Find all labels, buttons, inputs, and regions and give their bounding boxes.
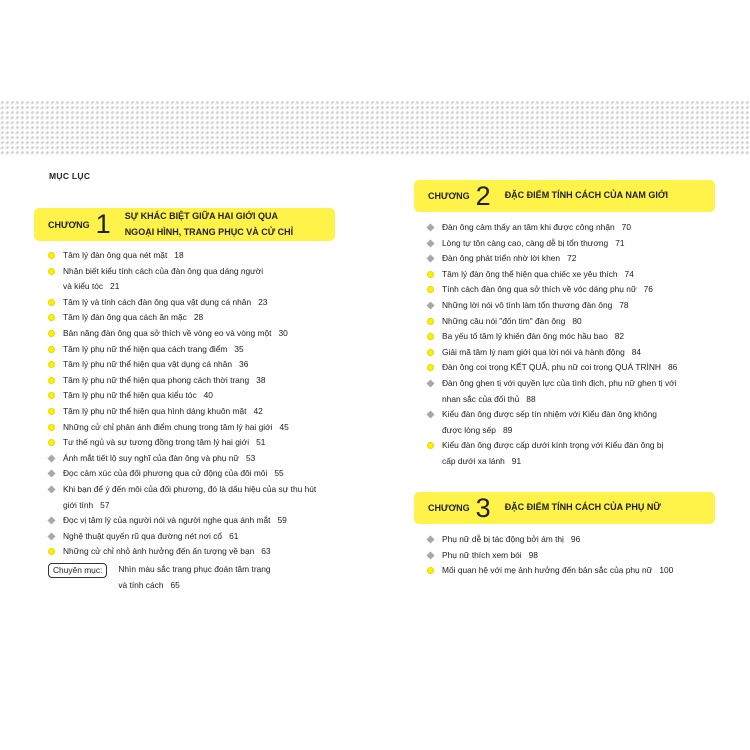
toc-entry-line <box>442 282 727 298</box>
yellow-dot-bullet-icon <box>48 392 55 399</box>
toc-entry-text: Đàn ông cảm thấy an tâm khi được công nhận <box>442 222 615 232</box>
toc-entry-page: 23 <box>258 296 268 307</box>
toc-entry-line <box>63 373 338 389</box>
chapter-2-banner <box>414 180 715 212</box>
special-line-2 <box>118 578 270 594</box>
toc-entry-line <box>63 529 338 545</box>
toc-entry-page: 78 <box>619 299 629 310</box>
toc-entry-page: 40 <box>203 390 213 401</box>
gray-diamond-bullet-icon <box>426 301 434 309</box>
chapter-3-number: 3 <box>475 492 491 523</box>
toc-entry[interactable] <box>48 544 338 560</box>
toc-entry-page: 18 <box>174 250 184 260</box>
toc-entry-line <box>442 438 727 454</box>
toc-entry-page: 21 <box>110 281 120 292</box>
toc-entry-page: 72 <box>567 253 577 264</box>
toc-entry-text: và kiểu tóc <box>63 281 104 292</box>
toc-entry[interactable] <box>427 298 727 314</box>
toc-entry-text: Những cử chỉ nhỏ ảnh hưởng đến ấn tượng về bạn <box>63 546 255 557</box>
yellow-dot-bullet-icon <box>427 567 434 574</box>
toc-entry-page: 42 <box>253 405 263 416</box>
toc-entry-text: Kiểu đàn ông được sếp tín nhiệm với Kiểu đàn ông không <box>442 409 657 420</box>
toc-entry[interactable] <box>48 388 338 404</box>
toc-entry-line <box>63 451 338 467</box>
gray-diamond-bullet-icon <box>426 411 434 419</box>
toc-entry-line <box>442 298 727 314</box>
toc-entry-text: Ánh mắt tiết lộ suy nghĩ của đàn ông và phụ nữ <box>63 452 240 463</box>
gray-diamond-bullet-icon <box>47 517 55 525</box>
gray-diamond-bullet-icon <box>47 470 55 478</box>
toc-entry[interactable] <box>427 251 727 267</box>
toc-entry-line <box>63 264 338 280</box>
chapter-1-title-line-1: SỰ KHÁC BIỆT GIỮA HAI GIỚI QUA <box>124 210 278 221</box>
yellow-dot-bullet-icon <box>427 364 434 371</box>
special-page: 65 <box>170 579 180 590</box>
toc-entry[interactable] <box>48 264 338 295</box>
toc-entry-line <box>442 407 727 423</box>
toc-entry-page: 30 <box>278 327 288 338</box>
toc-entry-text: Tâm lý phụ nữ thể hiện qua kiểu tóc <box>63 390 197 401</box>
toc-entry-text: Bản năng đàn ông qua sở thích về vòng eo và vòng một <box>63 327 272 338</box>
toc-entry[interactable] <box>48 342 338 358</box>
toc-entry[interactable] <box>48 373 338 389</box>
toc-entry-line <box>63 388 338 404</box>
toc-entry-line <box>442 423 727 439</box>
toc-entry-page: 45 <box>279 421 289 432</box>
toc-entry[interactable] <box>48 513 338 529</box>
toc-entry-line <box>442 532 727 548</box>
gray-diamond-bullet-icon <box>426 379 434 387</box>
gray-diamond-bullet-icon <box>426 223 434 231</box>
chapter-1-banner <box>34 208 335 241</box>
toc-entry-text: Những câu nói "đốn tim" đàn ông <box>442 315 566 326</box>
chapter-2-word: CHƯƠNG <box>428 191 470 201</box>
toc-entry-line <box>442 392 727 408</box>
toc-entry-line <box>442 376 727 392</box>
chapter-3-list <box>427 532 727 579</box>
toc-entry-line <box>442 563 727 579</box>
toc-entry-text: Những lời nói vô tình làm tổn thương đàn ông <box>442 299 613 310</box>
toc-entry-page: 38 <box>256 374 266 385</box>
toc-entry[interactable] <box>48 420 338 436</box>
toc-entry-page: 53 <box>246 452 256 463</box>
toc-entry-text: được lòng sếp <box>442 424 496 435</box>
chapter-1-title-line-2: NGOẠI HÌNH, TRANG PHỤC VÀ CỬ CHỈ <box>124 226 294 237</box>
toc-entry-page: 59 <box>277 515 287 526</box>
toc-entry-text: Đàn ông coi trọng KẾT QUẢ, phụ nữ coi trọng QUÁ TRÌNH <box>442 362 661 373</box>
chapter-1-title <box>125 209 293 241</box>
toc-entry-text: Tâm lý đàn ông qua cách ăn mặc <box>63 312 187 323</box>
toc-entry-line <box>63 420 338 436</box>
yellow-dot-bullet-icon <box>427 318 434 325</box>
toc-entry-text: Đọc cảm xúc của đối phương qua cử động của đôi môi <box>63 468 268 479</box>
toc-entry-text: Giải mã tâm lý nam giới qua lời nói và hành động <box>442 346 625 357</box>
toc-entry[interactable] <box>427 236 727 252</box>
toc-entry[interactable] <box>427 548 727 564</box>
toc-entry-text: Khi bạn để ý đến môi của đối phương, đó là dấu hiệu của sự thu hút <box>63 483 317 494</box>
yellow-dot-bullet-icon <box>48 439 55 446</box>
toc-entry-line <box>63 435 338 451</box>
toc-entry-page: 57 <box>100 499 110 510</box>
chapter-2-number: 2 <box>475 180 491 211</box>
chapter-3-word: CHƯƠNG <box>428 503 470 513</box>
toc-entry-text: Đàn ông phát triển nhờ lời khen <box>442 253 561 264</box>
toc-entry-line <box>63 466 338 482</box>
special-tag: Chuyên mục: <box>48 563 107 578</box>
toc-entry[interactable] <box>427 329 727 345</box>
toc-entry[interactable] <box>427 345 727 361</box>
toc-entry[interactable] <box>427 267 727 283</box>
gray-diamond-bullet-icon <box>426 239 434 247</box>
special-section <box>48 562 271 593</box>
toc-entry-page: 88 <box>526 393 536 404</box>
yellow-dot-bullet-icon <box>427 349 434 356</box>
toc-entry-page: 100 <box>659 565 674 576</box>
yellow-dot-bullet-icon <box>427 442 434 449</box>
toc-entry-page: 61 <box>229 530 239 541</box>
toc-entry-text: giới tính <box>63 499 94 510</box>
toc-entry-page: 91 <box>511 455 522 466</box>
toc-entry-page: 89 <box>502 424 513 435</box>
chapter-3-title <box>505 500 661 516</box>
toc-entry-text: Nhận biết kiểu tính cách của đàn ông qua dáng người <box>63 265 264 276</box>
toc-entry-text: Tư thế ngủ và sự tương đồng trong tâm lý hai giới <box>63 437 250 448</box>
toc-entry-line <box>63 498 338 514</box>
toc-entry-text: Đọc vị tâm lý của người nói và người nghe qua ánh mắt <box>63 515 271 526</box>
yellow-dot-bullet-icon <box>48 408 55 415</box>
toc-entry-line <box>63 295 338 311</box>
toc-entry-line <box>442 251 727 267</box>
toc-entry-text: Ba yếu tố tâm lý khiến đàn ông móc hầu bao <box>442 331 608 342</box>
chapter-3-banner <box>414 492 715 524</box>
chapter-2-title-line-1: ĐẶC ĐIỂM TÍNH CÁCH CỦA NAM GIỚI <box>504 190 669 201</box>
toc-entry-text: Tâm lý phụ nữ thể hiện qua hình dáng khuôn mặt <box>63 405 247 416</box>
toc-entry[interactable] <box>48 310 338 326</box>
toc-entry-page: 35 <box>234 343 244 354</box>
toc-entry-line <box>442 548 727 564</box>
toc-entry-text: Tâm lý phụ nữ thể hiện qua vật dụng cá nhân <box>63 359 233 370</box>
toc-entry-text: Tâm lý phụ nữ thể hiện qua phong cách thời trang <box>63 374 250 385</box>
toc-entry-text: Lòng tự tôn càng cao, càng dễ bị tổn thương <box>442 237 609 248</box>
toc-entry[interactable] <box>48 466 338 482</box>
toc-entry-page: 70 <box>621 222 631 232</box>
toc-entry[interactable] <box>48 248 338 264</box>
yellow-dot-bullet-icon <box>48 361 55 368</box>
toc-entry-line <box>63 310 338 326</box>
toc-entry[interactable] <box>427 376 727 407</box>
toc-entry[interactable] <box>427 360 727 376</box>
yellow-dot-bullet-icon <box>48 252 55 259</box>
chapter-1-list <box>48 248 338 560</box>
toc-entry[interactable] <box>48 529 338 545</box>
toc-entry[interactable] <box>48 295 338 311</box>
toc-entry[interactable] <box>427 314 727 330</box>
toc-entry-page: 96 <box>570 534 581 544</box>
yellow-dot-bullet-icon <box>48 346 55 353</box>
gray-diamond-bullet-icon <box>47 485 55 493</box>
toc-entry-line <box>63 482 338 498</box>
toc-entry-line <box>442 267 727 283</box>
toc-entry-text: nhan sắc của đối thủ <box>442 393 520 404</box>
chapter-1-word: CHƯƠNG <box>48 219 90 230</box>
yellow-dot-bullet-icon <box>48 268 55 275</box>
chapter-1-number: 1 <box>95 209 111 239</box>
gray-diamond-bullet-icon <box>426 535 434 543</box>
gray-diamond-bullet-icon <box>47 454 55 462</box>
toc-entry[interactable] <box>48 357 338 373</box>
special-line-2-text: và tính cách <box>118 579 164 590</box>
toc-entry-text: Những cử chỉ phản ánh điểm chung trong tâm lý hai giới <box>63 421 273 432</box>
toc-title: MỤC LỤC <box>49 171 91 181</box>
chapter-2-list <box>427 220 727 470</box>
toc-entry-line <box>442 360 727 376</box>
gray-diamond-bullet-icon <box>426 255 434 263</box>
toc-entry-text: Phụ nữ dễ bị tác động bởi ám thị <box>442 534 564 544</box>
yellow-dot-bullet-icon <box>48 548 55 555</box>
toc-entry-page: 76 <box>643 284 653 295</box>
toc-entry-line <box>63 357 338 373</box>
toc-entry[interactable] <box>427 282 727 298</box>
toc-entry[interactable] <box>48 482 338 513</box>
toc-entry-text: Tính cách đàn ông qua sở thích về vóc dáng phụ nữ <box>442 284 637 295</box>
toc-entry-line <box>63 279 338 295</box>
toc-entry-line <box>442 454 727 470</box>
toc-entry-page: 86 <box>667 362 678 373</box>
yellow-dot-bullet-icon <box>427 333 434 340</box>
chapter-3-title-line-1: ĐẶC ĐIỂM TÍNH CÁCH CỦA PHỤ NỮ <box>504 502 661 513</box>
toc-entry[interactable] <box>427 407 727 438</box>
toc-entry-text: cấp dưới xa lánh <box>442 455 505 466</box>
toc-entry-text: Kiểu đàn ông được cấp dưới kính trọng với Kiểu đàn ông bị <box>442 440 664 451</box>
toc-entry-page: 98 <box>528 549 538 560</box>
toc-entry-line <box>442 329 727 345</box>
toc-entry-line <box>63 342 338 358</box>
toc-entry-page: 80 <box>572 315 582 326</box>
toc-entry-line <box>63 326 338 342</box>
yellow-dot-bullet-icon <box>48 424 55 431</box>
toc-entry[interactable] <box>427 532 727 548</box>
toc-entry-text: Đàn ông ghen tị với quyền lực của tình địch, phụ nữ ghen tị với <box>442 377 677 388</box>
chapter-2-title <box>505 188 668 204</box>
toc-entry-line <box>442 236 727 252</box>
yellow-dot-bullet-icon <box>48 314 55 321</box>
toc-entry-line <box>63 248 338 264</box>
toc-entry-page: 63 <box>261 546 271 557</box>
yellow-dot-bullet-icon <box>48 330 55 337</box>
toc-entry-line <box>63 513 338 529</box>
special-line-1: Nhìn màu sắc trang phục đoán tâm trạng <box>118 564 271 574</box>
toc-entry[interactable] <box>48 451 338 467</box>
yellow-dot-bullet-icon <box>427 271 434 278</box>
toc-entry-page: 51 <box>256 437 266 448</box>
toc-entry-text: Phụ nữ thích xem bói <box>442 549 522 560</box>
yellow-dot-bullet-icon <box>427 286 434 293</box>
toc-entry-line <box>442 314 727 330</box>
toc-entry-page: 36 <box>239 359 249 370</box>
toc-entry-page: 55 <box>274 468 284 479</box>
toc-entry[interactable] <box>48 435 338 451</box>
dotted-header-band <box>0 100 750 155</box>
gray-diamond-bullet-icon <box>426 551 434 559</box>
toc-entry-page: 71 <box>615 237 625 248</box>
toc-entry[interactable] <box>427 563 727 579</box>
toc-entry-line <box>442 345 727 361</box>
gray-diamond-bullet-icon <box>47 532 55 540</box>
toc-entry[interactable] <box>427 438 727 469</box>
toc-entry[interactable] <box>48 326 338 342</box>
toc-entry[interactable] <box>48 404 338 420</box>
toc-entry-text: Tâm lý phụ nữ thể hiện qua cách trang điểm <box>63 343 228 354</box>
toc-entry-text: Mối quan hệ với mẹ ảnh hưởng đến bản sắc của phụ nữ <box>442 565 653 576</box>
toc-entry-page: 28 <box>193 312 204 323</box>
toc-entry-text: Tâm lý và tính cách đàn ông qua vật dụng cá nhân <box>63 296 252 307</box>
toc-entry-text: Nghệ thuật quyến rũ qua đường nét nơi cổ <box>63 530 223 541</box>
yellow-dot-bullet-icon <box>48 377 55 384</box>
toc-entry-line <box>442 220 727 236</box>
toc-entry-text: Tâm lý đàn ông thể hiện qua chiếc xe yêu thích <box>442 268 618 279</box>
special-entry[interactable] <box>118 562 270 593</box>
toc-entry-page: 74 <box>624 268 634 279</box>
yellow-dot-bullet-icon <box>48 299 55 306</box>
toc-entry-text: Tâm lý đàn ông qua nét mặt <box>63 250 168 260</box>
toc-entry-page: 82 <box>614 331 625 342</box>
toc-entry-page: 84 <box>631 346 642 357</box>
toc-entry-line <box>63 404 338 420</box>
toc-entry-line <box>63 544 338 560</box>
toc-entry[interactable] <box>427 220 727 236</box>
